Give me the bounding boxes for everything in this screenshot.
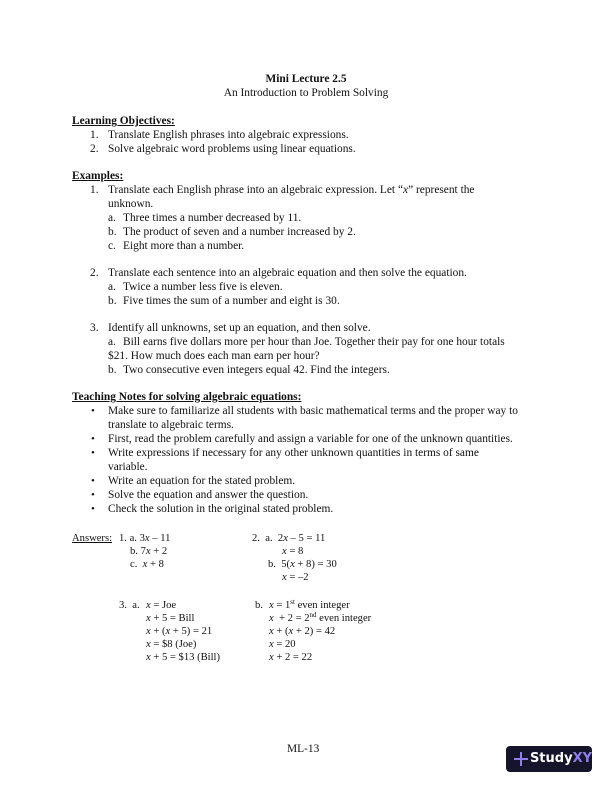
- sub-letter: b.: [108, 295, 117, 307]
- sub-text: Twice a number less five is eleven.: [123, 281, 283, 293]
- note-text: First, read the problem carefully and assign a variable for one of the unknown quantities.: [108, 433, 513, 445]
- sub-letter: a.: [108, 281, 116, 293]
- note-text: Make sure to familiarize all students with basic mathematical terms and the proper way to: [108, 405, 518, 417]
- sub-letter: b.: [108, 364, 117, 376]
- answer-3b-line: x = 1st even integer: [269, 598, 350, 611]
- example-num: 2.: [90, 267, 99, 279]
- sub-text: The product of seven and a number increased by 2.: [123, 226, 356, 238]
- answer-1a: 1. a. 3x – 11: [119, 533, 171, 544]
- answer-3a-line: x + 5 = $13 (Bill): [146, 652, 221, 663]
- bullet-icon: •: [91, 475, 95, 487]
- sub-text: Eight more than a number.: [123, 240, 245, 252]
- answer-2a-solution: x = 8: [282, 546, 304, 557]
- answer-3b-line: x + (x + 2) = 42: [269, 626, 336, 637]
- answer-3b-line: x + 2 = 2nd even integer: [269, 611, 372, 624]
- plus-icon: [514, 752, 525, 766]
- note-text: Write expressions if necessary for any other unknown quantities in terms of same: [108, 447, 479, 459]
- sub-letter: a.: [108, 212, 116, 224]
- answer-3a-line: x = Joe: [146, 600, 177, 611]
- sub-letter: b.: [108, 226, 117, 238]
- bullet-icon: •: [91, 503, 95, 515]
- answer-3b-label: b.: [255, 600, 263, 611]
- brand-main: Study: [529, 751, 573, 767]
- note-text: Solve the equation and answer the question.: [108, 489, 309, 501]
- brand-accent: XY: [572, 751, 592, 767]
- bullet-icon: •: [91, 433, 95, 445]
- sub-letter: c.: [108, 240, 116, 252]
- note-text: Check the solution in the original stated problem.: [108, 503, 334, 515]
- sub-text: Five times the sum of a number and eight is 30.: [123, 295, 340, 307]
- answer-2b-solution: x = –2: [282, 572, 309, 583]
- page-title: Mini Lecture 2.5: [265, 73, 347, 85]
- bullet-icon: •: [91, 405, 95, 417]
- note-text-cont: variable.: [108, 461, 148, 473]
- examples-heading: Examples:: [72, 170, 124, 182]
- example-instruction-cont: unknown.: [108, 198, 154, 210]
- answer-3a-line: x = $8 (Joe): [146, 639, 197, 650]
- sub-text-cont: $21. How much does each man earn per hour?: [108, 350, 320, 362]
- answer-1c: c. x + 8: [130, 559, 164, 570]
- bullet-icon: •: [91, 489, 95, 501]
- note-text-cont: translate to algebraic terms.: [108, 419, 234, 431]
- example-instruction: Translate each English phrase into an algebraic expression. Let “x” represent the: [108, 184, 475, 196]
- answer-2b: b. 5(x + 8) = 30: [268, 559, 337, 570]
- answer-3a-line: x + 5 = Bill: [146, 613, 195, 624]
- example-num: 3.: [90, 322, 99, 334]
- note-text: Write an equation for the stated problem.: [108, 475, 296, 487]
- answer-3b-line: x = 20: [269, 639, 296, 650]
- objective-num: 2.: [90, 143, 99, 155]
- sub-text: Two consecutive even integers equal 42. Find the integers.: [123, 364, 390, 376]
- answer-2a: 2. a. 2x – 5 = 11: [252, 533, 326, 544]
- page-number: ML-13: [287, 743, 320, 755]
- answer-1b: b. 7x + 2: [130, 546, 168, 557]
- page-subtitle: An Introduction to Problem Solving: [223, 87, 389, 99]
- studyxy-badge[interactable]: [506, 746, 592, 772]
- objective-text: Translate English phrases into algebraic expressions.: [108, 129, 349, 141]
- answer-3b-line: x + 2 = 22: [269, 652, 313, 663]
- sub-text: Three times a number decreased by 11.: [123, 212, 302, 224]
- example-instruction: Identify all unknowns, set up an equation, and then solve.: [108, 322, 371, 334]
- sub-text: Bill earns five dollars more per hour than Joe. Together their pay for one hour totals: [123, 336, 505, 348]
- sub-letter: a.: [108, 336, 116, 348]
- bullet-icon: •: [91, 447, 95, 459]
- answer-3a-line: x + (x + 5) = 21: [146, 626, 213, 637]
- answer-3a-label: 3. a.: [119, 600, 140, 611]
- answers-label: Answers:: [72, 533, 113, 544]
- example-instruction: Translate each sentence into an algebraic equation and then solve the equation.: [108, 267, 467, 279]
- objectives-heading: Learning Objectives:: [72, 115, 175, 127]
- teaching-notes-heading: Teaching Notes for solving algebraic equations:: [72, 391, 302, 403]
- example-num: 1.: [90, 184, 99, 196]
- objective-text: Solve algebraic word problems using linear equations.: [108, 143, 356, 155]
- objective-num: 1.: [90, 129, 99, 141]
